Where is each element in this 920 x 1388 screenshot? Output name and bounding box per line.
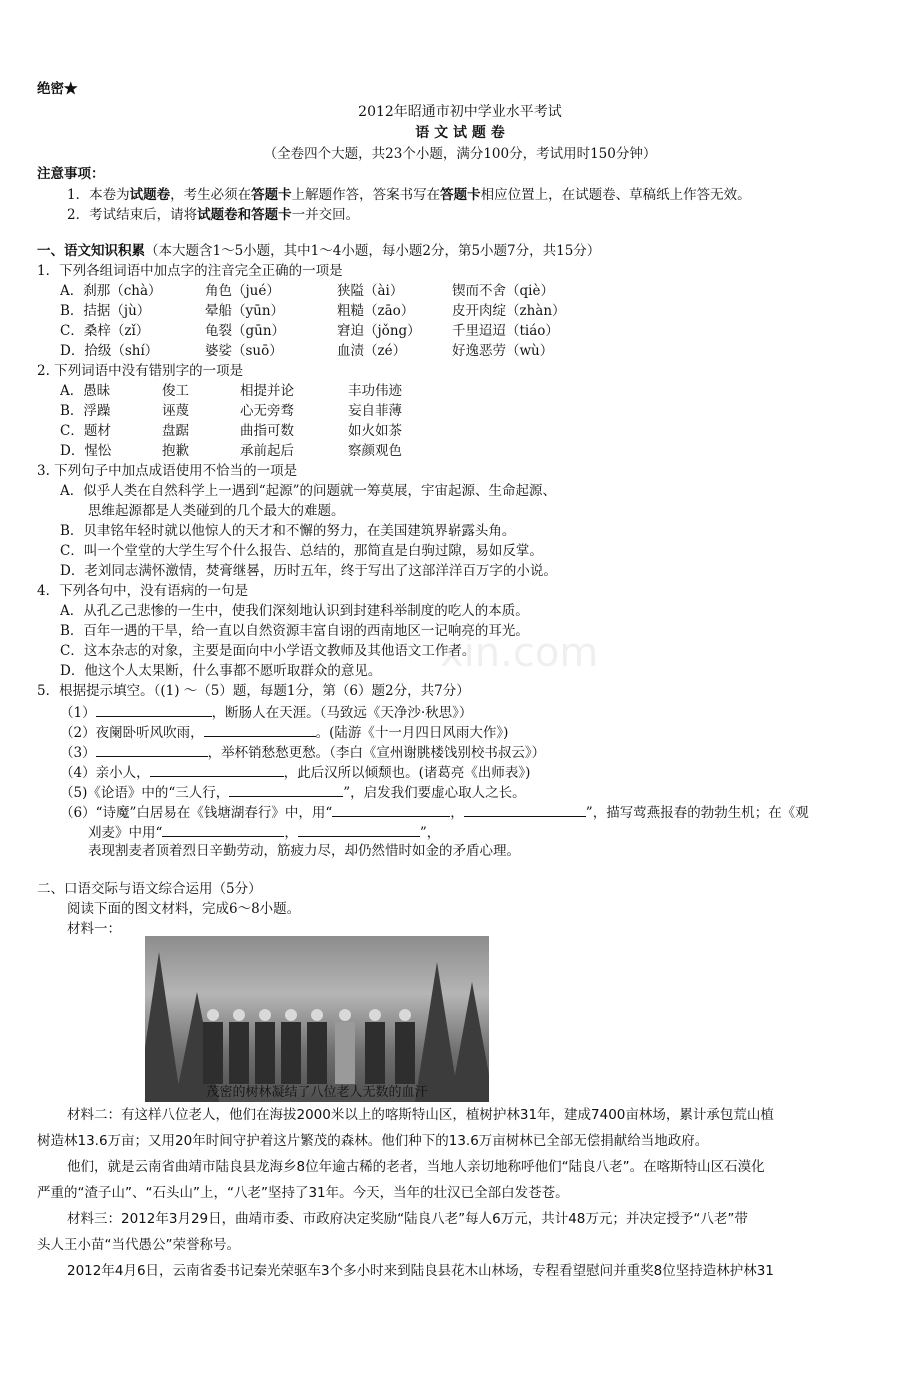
q2-stem: 2. 下列词语中没有错别字的一项是 (37, 363, 244, 379)
material1-label: 材料一： (67, 921, 121, 937)
q2-option-cell: 抱歉 (162, 443, 189, 459)
q2-option-cell: 承前起后 (240, 443, 294, 459)
answer-blank[interactable] (298, 822, 420, 837)
material3-line-1: 材料三：2012年3月29日，曲靖市委、市政府决定奖励“陆良八老”每人6万元，共计48万元；并决定授予“八老”带 (67, 1211, 748, 1227)
q3-stem: 3. 下列句子中加点成语使用不恰当的一项是 (37, 463, 298, 479)
q1-option-cell: 窘迫（jǒng） (337, 323, 421, 339)
q3-option-a: A．似乎人类在自然科学上一遇到“起源”的问题就一筹莫展，宇宙起源、生命起源、 (60, 483, 557, 499)
q1-option-cell: B．拮据（jù） (60, 303, 151, 319)
answer-blank[interactable] (229, 782, 343, 797)
q3-option-b: B．贝聿铭年轻时就以他惊人的天才和不懈的努力，在美国建筑界崭露头角。 (60, 523, 516, 539)
q1-option-cell: D．拾级（shí） (60, 343, 159, 359)
q1-stem: 1．下列各组词语中加点字的注音完全正确的一项是 (37, 263, 343, 279)
q5-item-3: （3） ，举杯销愁愁更愁。（李白《宣州谢朓楼饯别校书叔云》） (60, 742, 545, 762)
q4-option-d: D．他这个人太果断，什么事都不愿听取群众的意见。 (60, 663, 382, 679)
q3-option-d: D．老刘同志满怀激情，焚膏继晷，历时五年，终于写出了这部洋洋百万字的小说。 (60, 563, 557, 579)
answer-blank[interactable] (464, 802, 586, 817)
secret-label: 绝密★ (37, 81, 78, 97)
answer-blank[interactable] (96, 702, 212, 717)
section1-heading: 一、语文知识积累（本大题含1～5小题，其中1～4小题，每小题2分，第5小题7分，共15分） (37, 243, 601, 259)
notice-item-2: 2．考试结束后，请将试题卷和答题卡一并交回。 (67, 207, 360, 223)
q5-item-6: （6）“诗魔”白居易在《钱塘湖春行》中，用“ ， ”，描写莺燕报春的勃勃生机；在《观 (60, 802, 809, 822)
q5-stem: 5．根据提示填空。（(1) ～（5）题，每题1分，第（6）题2分，共7分） (37, 683, 470, 699)
q2-option-cell: 心无旁骛 (240, 403, 294, 419)
q1-option-cell: 血渍（zé） (337, 343, 407, 359)
notice-item-1: 1．本卷为试题卷，考生必须在答题卡上解题作答，答案书写在答题卡相应位置上，在试题卷、草稿纸上作答无效。 (67, 187, 751, 203)
q4-stem: 4．下列各句中，没有语病的一句是 (37, 583, 249, 599)
q1-option-cell: 狭隘（ài） (337, 283, 404, 299)
q1-option-cell: 婆娑（suō） (205, 343, 283, 359)
material2-line-2: 树造林13.6万亩；又用20年时间守护着这片繁茂的森林。他们种下的13.6万亩树林已全部无偿捐献给当地政府。 (37, 1133, 709, 1149)
q2-option-cell: 诬蔑 (162, 403, 189, 419)
material2-line-4: 严重的“渣子山”、“石头山”上，“八老”坚持了31年。今天，当年的壮汉已全部白发苍苍。 (37, 1185, 569, 1201)
exam-title: 2012年昭通市初中学业水平考试 (358, 104, 562, 120)
q1-option-cell: C．桑梓（zǐ） (60, 323, 150, 339)
answer-blank[interactable] (96, 742, 208, 757)
answer-blank[interactable] (162, 822, 284, 837)
q1-option-cell: 龟裂（gūn） (205, 323, 286, 339)
material2-line-1: 材料二：有这样八位老人，他们在海拔2000米以上的喀斯特山区，植树护林31年，建成7400亩林场，累计承包荒山植 (67, 1107, 774, 1123)
q5-item-1: （1） ，断肠人在天涯。（马致远《天净沙·秋思》） (60, 702, 472, 722)
material3-line-3: 2012年4月6日，云南省委书记秦光荣驱车3个多小时来到陆良县花木山林场，专程看望慰问并重奖8位坚持造林护林31 (67, 1263, 774, 1279)
q3-option-a-cont: 思维起源都是人类碰到的几个最大的难题。 (88, 503, 345, 519)
q5-item-4: （4）亲小人， ，此后汉所以倾颓也。(诸葛亮《出师表》) (60, 762, 530, 782)
q1-option-cell: 角色（jué） (205, 283, 280, 299)
q1-option-cell: 皮开肉绽（zhàn） (452, 303, 566, 319)
material3-line-2: 头人王小苗“当代愚公”荣誉称号。 (37, 1237, 240, 1253)
q1-option-cell: 晕船（yūn） (205, 303, 285, 319)
q2-option-cell: 丰功伟迹 (348, 383, 402, 399)
q1-option-cell: 粗糙（zāo） (337, 303, 415, 319)
q2-option-cell: 曲指可数 (240, 423, 294, 439)
q2-option-cell: 俊工 (162, 383, 189, 399)
q1-option-cell: 千里迢迢（tiáo） (452, 323, 559, 339)
q2-option-cell: 相提并论 (240, 383, 294, 399)
q2-option-cell: D．惺忪 (60, 443, 112, 459)
answer-blank[interactable] (332, 802, 450, 817)
section2-heading: 二、口语交际与语文综合运用（5分） (37, 881, 262, 897)
watermark: xin.com (440, 630, 599, 676)
section2-intro: 阅读下面的图文材料，完成6～8小题。 (67, 901, 301, 917)
q1-option-cell: 好逸恶劳（wù） (452, 343, 554, 359)
answer-blank[interactable] (150, 762, 284, 777)
q5-item-6-note: 表现割麦者顶着烈日辛勤劳动，筋疲力尽，却仍然惜时如金的矛盾心理。 (88, 843, 520, 859)
q2-option-cell: 盘踞 (162, 423, 189, 439)
q4-option-b: B．百年一遇的干旱，给一直以自然资源丰富自诩的西南地区一记响亮的耳光。 (60, 623, 529, 639)
q2-option-cell: B．浮躁 (60, 403, 111, 419)
photo-caption: 茂密的树林凝结了八位老人无数的血汗 (206, 1085, 428, 1100)
q5-item-2: （2）夜阑卧听风吹雨， 。(陆游《十一月四日风雨大作》) (60, 722, 508, 742)
material2-line-3: 他们，就是云南省曲靖市陆良县龙海乡8位年逾古稀的老者，当地人亲切地称呼他们“陆良八老”。在喀斯特山区石漠化 (67, 1159, 765, 1175)
paper-subtitle: 语 文 试 题 卷 (415, 125, 505, 141)
q2-option-cell: A．愚昧 (60, 383, 111, 399)
q1-option-cell: A．刹那（chà） (60, 283, 162, 299)
elders-forest-photo (145, 936, 489, 1102)
q2-option-cell: 如火如茶 (348, 423, 402, 439)
notice-heading: 注意事项： (37, 166, 105, 182)
q4-option-c: C．这本杂志的对象，主要是面向中小学语文教师及其他语文工作者。 (60, 643, 476, 659)
q1-option-cell: 锲而不舍（qiè） (452, 283, 554, 299)
answer-blank[interactable] (204, 722, 316, 737)
q4-option-a: A．从孔乙己悲惨的一生中，使我们深刻地认识到封建科举制度的吃人的本质。 (60, 603, 529, 619)
exam-info: （全卷四个大题，共23个小题，满分100分，考试用时150分钟） (263, 146, 657, 162)
q5-item-5: （5)《论语》中的“三人行， ”，启发我们要虚心取人之长。 (60, 782, 526, 802)
q3-option-c: C．叫一个堂堂的大学生写个什么报告、总结的，那简直是白驹过隙，易如反掌。 (60, 543, 543, 559)
q5-item-6-cont: 刈麦》中用“ ， ”， (88, 822, 440, 842)
q2-option-cell: 察颜观色 (348, 443, 402, 459)
q2-option-cell: C．题材 (60, 423, 111, 439)
q2-option-cell: 妄自菲薄 (348, 403, 402, 419)
